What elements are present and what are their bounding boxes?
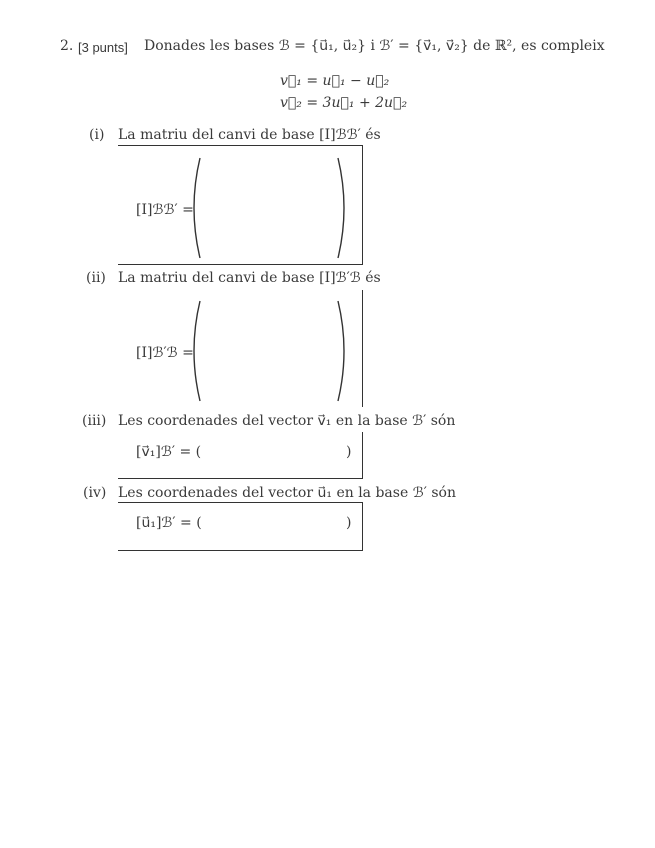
part-ii-answer-lhs[interactable]: [I]ℬ′ℬ =: [136, 345, 194, 361]
problem-points: [3 punts]: [78, 40, 128, 55]
part-ii-text: La matriu del canvi de base [I]ℬ′ℬ és: [118, 270, 381, 286]
problem-statement: Donades les bases ℬ = {u⃗₁, u⃗₂} i ℬ′ = {v⃗₁, v⃗₂} de ℝ², es compleix: [144, 38, 605, 54]
part-iii-label: (iii): [82, 413, 107, 429]
matrix-left-paren: [194, 158, 200, 258]
part-iv-label: (iv): [83, 485, 107, 501]
part-iii-answer-rhs: ): [346, 444, 352, 460]
part-ii-label: (ii): [86, 270, 106, 286]
part-iv-text: Les coordenades del vector u⃗₁ en la base ℬ′ són: [118, 485, 456, 501]
problem-number: 2.: [60, 38, 74, 54]
part-i-label: (i): [89, 127, 105, 143]
matrix-right-paren: [338, 158, 344, 258]
part-i-answer-lhs[interactable]: [I]ℬℬ′ =: [136, 202, 194, 218]
matrix-right-paren: [338, 301, 344, 401]
part-iii-box-right: [362, 432, 363, 478]
part-i-box-bottom: [118, 264, 363, 265]
part-iii-text: Les coordenades del vector v⃗₁ en la base ℬ′ són: [118, 413, 456, 429]
part-iv-box-bottom: [118, 550, 363, 551]
matrix-left-paren: [194, 301, 200, 401]
part-ii-box-right: [362, 290, 363, 407]
part-i-box-right: [362, 145, 363, 265]
part-iv-box-right: [362, 502, 363, 551]
equation-v1: v⃗₁ = u⃗₁ − u⃗₂: [280, 73, 390, 89]
part-iii-box-bottom: [118, 478, 363, 479]
part-ii-matrix[interactable]: [188, 298, 353, 404]
part-iv-answer-rhs: ): [346, 515, 352, 531]
part-iv-box-top: [118, 502, 363, 503]
part-iv-answer-lhs[interactable]: [u⃗₁]ℬ′ = (: [136, 515, 202, 531]
part-i-box-top: [118, 145, 363, 146]
part-i-matrix[interactable]: [188, 155, 353, 261]
part-iii-answer-lhs[interactable]: [v⃗₁]ℬ′ = (: [136, 444, 202, 460]
part-i-text: La matriu del canvi de base [I]ℬℬ′ és: [118, 127, 381, 143]
equation-v2: v⃗₂ = 3u⃗₁ + 2u⃗₂: [280, 95, 408, 111]
